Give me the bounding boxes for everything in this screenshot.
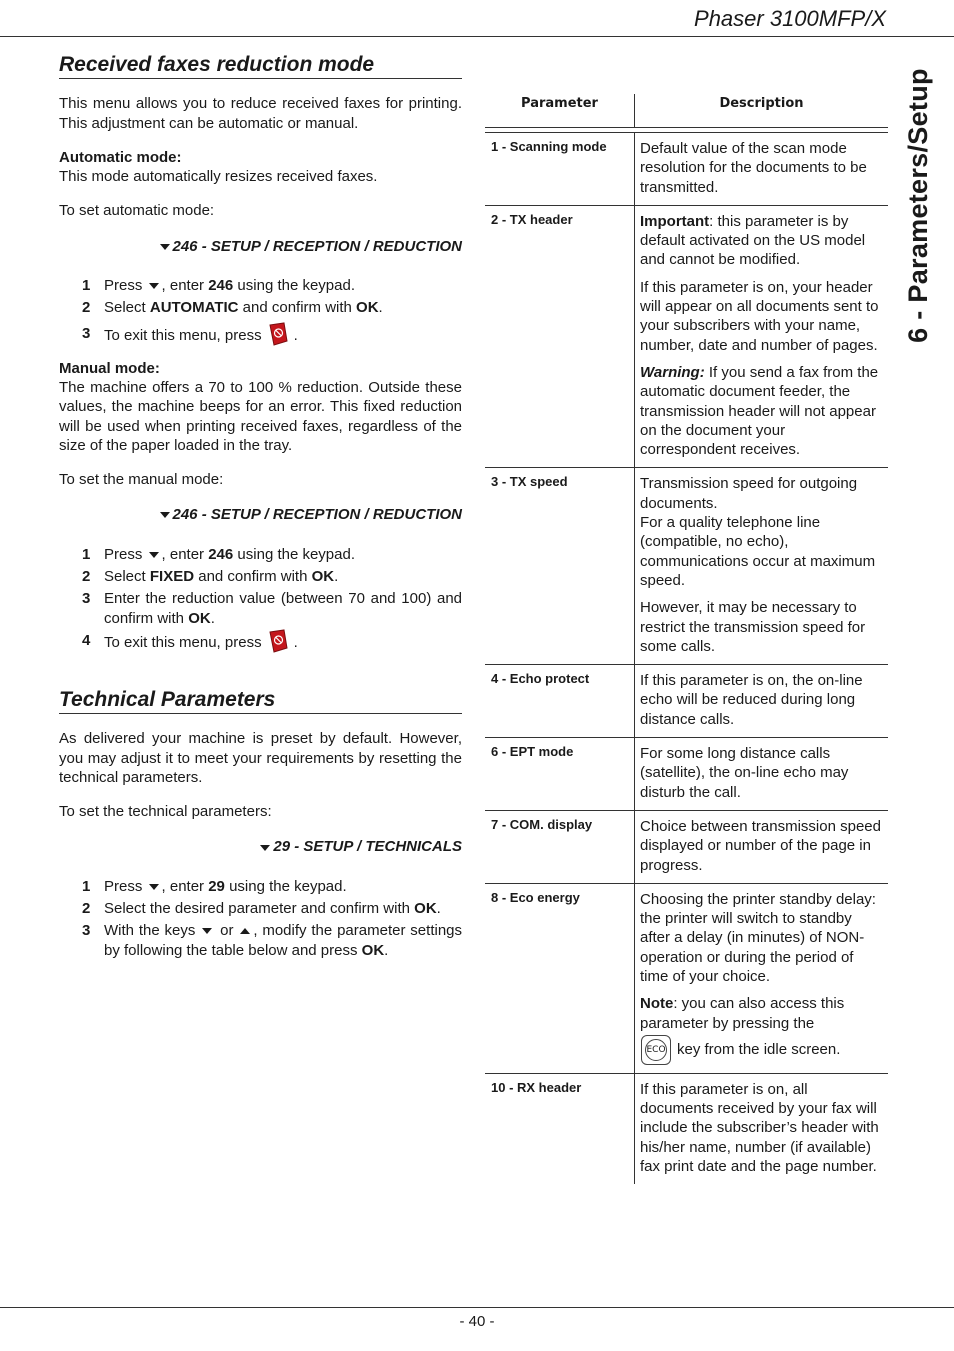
step-number: 2 [82,900,91,918]
table-header [485,94,888,128]
param-description [635,738,889,811]
technical-steps [59,877,462,960]
step-text: Select [104,299,146,317]
table-row [485,468,888,665]
step-number: 3 [82,590,91,608]
down-arrow-icon [160,512,170,518]
list-item [59,545,462,564]
technical-lead: To set the technical parameters: [59,803,272,821]
param-name: 10 - RX header [485,1073,635,1184]
description-text: Transmission speed for outgoing documents. [640,475,858,512]
menu-path-text: 246 - SETUP / RECEPTION / REDUCTION [172,237,462,255]
table-row [485,810,888,883]
chapter-tab-label: 6 - Parameters/Setup [902,67,933,343]
page-number: - 40 - [459,1313,495,1330]
step-text: . [378,299,383,317]
step-text: . [436,900,441,918]
description-text: : this parameter is by default activated on the US model and cannot be modified. [640,212,866,269]
param-description [635,133,889,206]
param-name: 6 - EPT mode [485,738,635,811]
manual-steps [59,545,462,655]
step-number: 3 [82,922,91,940]
step-text: or [220,922,234,940]
technical-title: Technical Parameters [59,690,462,714]
step-option: FIXED [149,568,195,586]
product-title: Phaser 3100MFP/X [694,6,886,31]
table-row [485,883,888,1073]
footer-rule [0,1307,954,1308]
step-text: using the keypad. [229,877,347,895]
technical-intro: As delivered your machine is preset by default. However, you may adjust it to meet your requirements by resetting the technical parameters. [59,730,462,786]
table-row [485,665,888,738]
step-code: 246 [208,277,234,295]
step-text: using the keypad. [237,277,356,295]
description-text: If this parameter is on, your header will appear on all documents sent to your subscribers with your name, number, date and number of pages. [640,278,879,354]
manual-lead: To set the manual mode: [59,471,224,489]
note-label: Note [640,995,674,1013]
step-text: , enter [161,877,205,895]
auto-steps [59,276,462,348]
step-text: Press [104,277,143,295]
list-item [59,921,462,960]
param-name: 4 - Echo protect [485,665,635,738]
technical-section [59,690,462,963]
param-description [635,205,889,468]
step-text: and confirm with [198,568,308,586]
param-description [635,810,889,883]
step-number: 2 [82,299,91,317]
step-text: . [210,609,215,627]
param-name: 1 - Scanning mode [485,133,635,206]
list-item [59,298,462,317]
step-number: 1 [82,545,91,563]
column-header-description: Description [719,96,804,111]
reduction-section [59,55,462,658]
table-row [485,738,888,811]
step-key: OK [361,941,385,959]
important-label: Important [640,212,710,230]
description-text: If this parameter is on, the on-line echo will be reduced during long distance calls. [640,672,863,728]
param-description [635,468,889,665]
step-key: OK [188,609,211,627]
description-text: : you can also access this parameter by pressing the [640,995,845,1032]
step-text: With the keys [104,922,196,940]
eco-key-icon: ECO [641,1035,671,1065]
manual-text: The machine offers a 70 to 100 % reduction. Outside these values, the machine beeps for an error. This fixed reduction will be used when printing received faxes, regardless of the size of the paper loaded in the tray. [59,378,462,454]
parameters-table [485,94,888,1184]
list-item [59,877,462,896]
description-text: If you send a fax from the automatic document feeder, the transmission header will not appear on the document your correspondent receives. [640,363,879,459]
step-number: 2 [82,568,91,586]
step-text: Enter the reduction value (between 70 and 100) and confirm with [104,590,462,627]
description-text: Choice between transmission speed displayed or number of the page in progress. [640,817,881,874]
step-text: . [293,633,298,651]
column-header-parameter: Parameter [485,94,635,128]
stop-key-icon [268,629,288,653]
step-text: , enter [161,545,205,563]
warning-label: Warning: [640,363,705,381]
step-text: . [334,568,339,586]
step-text: , modify the parameter settings by following the table below and press [104,922,462,959]
list-item [59,324,462,348]
table-row [485,1073,888,1184]
step-code: 246 [208,545,234,563]
param-name: 3 - TX speed [485,468,635,665]
step-text: . [384,941,389,959]
reduction-title: Received faxes reduction mode [59,55,462,79]
step-text: To exit this menu, press [104,326,262,344]
step-number: 1 [82,877,91,895]
step-text: and confirm with [242,299,352,317]
step-text: Select [104,568,146,586]
step-key: OK [414,900,437,918]
param-description [635,665,889,738]
step-text: Press [104,877,143,895]
menu-path-text: 29 - SETUP / TECHNICALS [273,838,462,856]
technical-menu-path [59,837,462,856]
step-text: Press [104,545,143,563]
step-key: OK [356,299,379,317]
list-item [59,631,462,655]
automatic-heading: Automatic mode: [59,148,182,166]
description-text: key from the idle screen. [677,1040,841,1058]
table-row [485,133,888,206]
param-name: 8 - Eco energy [485,883,635,1073]
down-arrow-icon [149,283,159,289]
param-description [635,1073,889,1184]
down-arrow-icon [149,884,159,890]
param-name: 7 - COM. display [485,810,635,883]
manual-heading: Manual mode: [59,359,160,377]
down-arrow-icon [202,928,212,934]
param-description [635,883,889,1073]
stop-key-icon [268,322,288,346]
up-arrow-icon [240,928,250,934]
automatic-lead: To set automatic mode: [59,202,215,220]
step-code: 29 [208,877,225,895]
down-arrow-icon [149,552,159,558]
chapter-tab [898,60,938,350]
list-item [59,567,462,586]
step-text: To exit this menu, press [104,633,262,651]
list-item [59,589,462,628]
auto-menu-path [59,237,462,256]
list-item [59,276,462,295]
description-text: For some long distance calls (satellite), the on-line echo may disturb the call. [640,745,849,801]
step-text: using the keypad. [237,545,356,563]
manual-menu-path [59,505,462,524]
step-text: , enter [161,277,205,295]
description-text: If this parameter is on, all documents received by your fax will include the subscriber’s header with his/her name, number (if available) fax print date and the page number. [640,1080,879,1176]
step-text: Select the desired parameter and confirm with [104,900,410,918]
automatic-text: This mode automatically resizes received faxes. [59,168,378,186]
description-text: Choosing the printer standby delay: the printer will switch to standby after a delay (in minutes) of NON-operation or during the period of time of your choice. [640,890,876,985]
header-rule [0,36,954,37]
step-number: 4 [82,631,91,649]
down-arrow-icon [160,244,170,250]
description-text: However, it may be necessary to restrict the transmission speed for some calls. [640,599,866,655]
step-number: 3 [82,324,91,342]
step-number: 1 [82,277,91,295]
down-arrow-icon [260,845,270,851]
description-text: Default value of the scan mode resolution for the documents to be transmitted. [640,140,867,196]
step-key: OK [311,568,335,586]
step-text: . [293,326,298,344]
step-option: AUTOMATIC [149,299,239,317]
param-name: 2 - TX header [485,205,635,468]
reduction-intro: This menu allows you to reduce received faxes for printing. This adjustment can be automatic or manual. [59,95,462,132]
menu-path-text: 246 - SETUP / RECEPTION / REDUCTION [172,506,462,524]
description-text: For a quality telephone line (compatible, no echo), communications occur at maximum speed. [640,514,876,589]
table-row [485,205,888,468]
list-item [59,899,462,918]
